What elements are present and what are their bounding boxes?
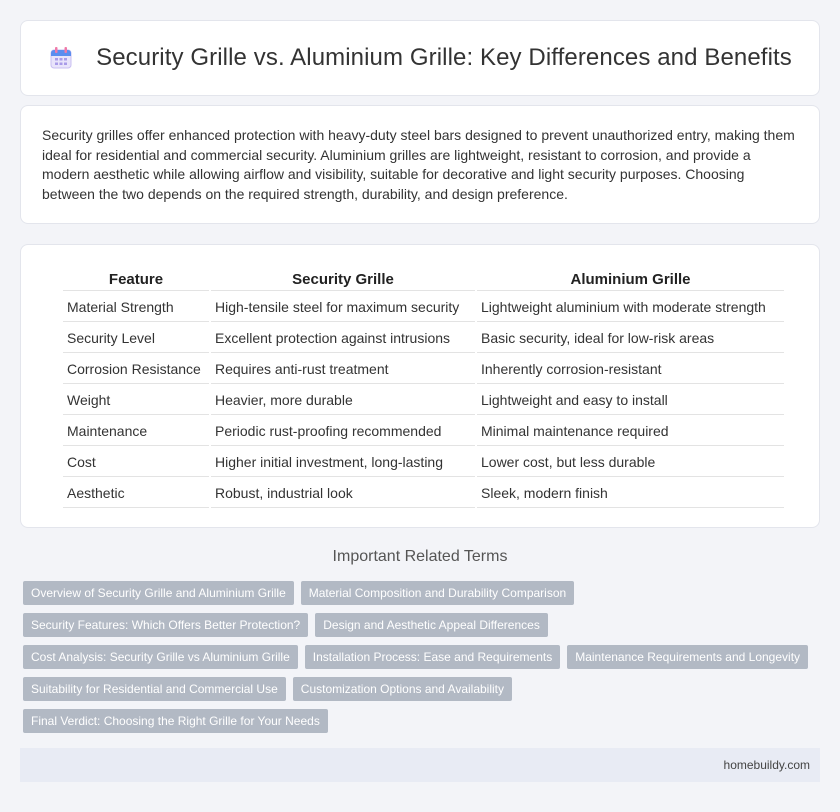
calendar-icon <box>48 45 74 71</box>
table-row <box>63 293 784 322</box>
feature-cell: Aesthetic <box>63 479 209 508</box>
tag-row <box>23 613 823 645</box>
intro-card <box>20 105 820 224</box>
security-grille-cell: High-tensile steel for maximum security <box>211 293 475 322</box>
table-row <box>63 386 784 415</box>
feature-cell: Security Level <box>63 324 209 353</box>
security-grille-cell: Higher initial investment, long-lasting <box>211 448 475 477</box>
page-title: Security Grille vs. Aluminium Grille: Key Differences and Benefits <box>96 44 792 71</box>
footer <box>20 748 820 782</box>
feature-cell: Weight <box>63 386 209 415</box>
tag-row <box>23 709 823 741</box>
comparison-table-card <box>20 244 820 528</box>
security-grille-cell: Excellent protection against intrusions <box>211 324 475 353</box>
table-header-row <box>63 269 784 291</box>
security-grille-cell: Heavier, more durable <box>211 386 475 415</box>
comparison-table <box>61 267 786 510</box>
aluminium-grille-cell: Minimal maintenance required <box>477 417 784 446</box>
security-grille-cell: Periodic rust-proofing recommended <box>211 417 475 446</box>
intro-text: Security grilles offer enhanced protection with heavy-duty steel bars designed to prevent unauthorized entry, making them ideal for residential and commercial security. Aluminium grilles are lightweight, resistant to corrosion, and provide a modern aesthetic while allowing airflow and visibility, suitable for decorative and light security purposes. Choosing between the two depends on the required strength, durability, and design preference. <box>42 127 795 202</box>
table-row <box>63 479 784 508</box>
tag-row <box>23 581 823 613</box>
aluminium-grille-cell: Basic security, ideal for low-risk areas <box>477 324 784 353</box>
feature-cell: Cost <box>63 448 209 477</box>
related-term-tag[interactable]: Customization Options and Availability <box>293 677 512 701</box>
related-term-tag[interactable]: Final Verdict: Choosing the Right Grille for Your Needs <box>23 709 328 733</box>
related-term-tag[interactable]: Installation Process: Ease and Requirements <box>305 645 560 669</box>
aluminium-grille-cell: Lightweight aluminium with moderate strength <box>477 293 784 322</box>
header-aluminium-grille: Aluminium Grille <box>477 269 784 291</box>
aluminium-grille-cell: Inherently corrosion-resistant <box>477 355 784 384</box>
table-row <box>63 448 784 477</box>
related-term-tag[interactable]: Suitability for Residential and Commercial Use <box>23 677 286 701</box>
tag-row <box>23 677 823 709</box>
feature-cell: Corrosion Resistance <box>63 355 209 384</box>
related-terms-title: Important Related Terms <box>332 548 508 565</box>
security-grille-cell: Robust, industrial look <box>211 479 475 508</box>
table-row <box>63 417 784 446</box>
header-feature: Feature <box>63 269 209 291</box>
table-row <box>63 355 784 384</box>
aluminium-grille-cell: Sleek, modern finish <box>477 479 784 508</box>
footer-site-link[interactable]: homebuildy.com <box>723 758 810 772</box>
aluminium-grille-cell: Lower cost, but less durable <box>477 448 784 477</box>
related-term-tag[interactable]: Design and Aesthetic Appeal Differences <box>315 613 548 637</box>
table-row <box>63 324 784 353</box>
related-term-tag[interactable]: Material Composition and Durability Comparison <box>301 581 574 605</box>
tag-row <box>23 645 823 677</box>
related-term-tag[interactable]: Overview of Security Grille and Aluminium Grille <box>23 581 294 605</box>
security-grille-cell: Requires anti-rust treatment <box>211 355 475 384</box>
feature-cell: Material Strength <box>63 293 209 322</box>
related-term-tag[interactable]: Security Features: Which Offers Better Protection? <box>23 613 308 637</box>
aluminium-grille-cell: Lightweight and easy to install <box>477 386 784 415</box>
related-term-tag[interactable]: Cost Analysis: Security Grille vs Aluminium Grille <box>23 645 298 669</box>
related-term-tag[interactable]: Maintenance Requirements and Longevity <box>567 645 808 669</box>
feature-cell: Maintenance <box>63 417 209 446</box>
header-card <box>20 20 820 96</box>
related-terms-list <box>23 581 823 741</box>
header-security-grille: Security Grille <box>211 269 475 291</box>
